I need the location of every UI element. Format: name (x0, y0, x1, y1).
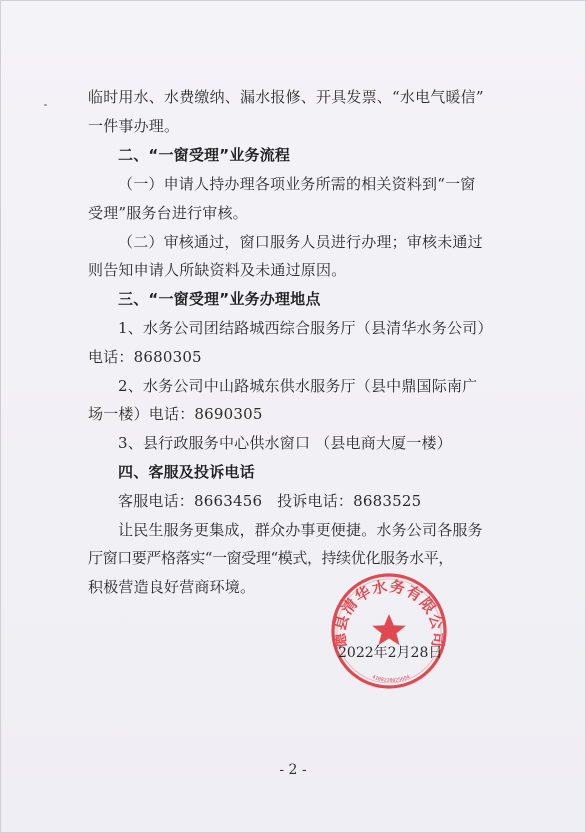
section-heading-3: 三、“一窗受理”业务办理地点 (118, 290, 321, 308)
line-17: 厅窗口要严格落实“一窗受理“模式，持续优化服务水平， (88, 549, 453, 567)
page-number: - 2 - (279, 762, 307, 778)
line-18: 积极营造良好营商环境。 (88, 578, 256, 596)
line-11: 2、水务公司中山路城东供水服务厅（县中鼎国际南广 (118, 377, 478, 395)
line-9: 1、水务公司团结路城西综合服务厅（县清华水务公司） (118, 319, 493, 337)
line-4: （一）申请人持办理各项业务所需的相关资料到“一窗 (118, 175, 476, 193)
line-13: 3、县行政服务中心供水窗口 （县电商大厦一楼） (118, 434, 452, 452)
line-2: 一件事办理。 (88, 117, 180, 135)
line-7: 则告知申请人所缺资料及未通过原因。 (88, 261, 347, 279)
line-12: 场一楼）电话：8690305 (88, 405, 263, 423)
seal-text: 德县清华水务有限公司 (330, 577, 448, 650)
scan-speck (44, 104, 47, 106)
line-1: 临时用水、水费缴纳、漏水报修、开具发票、“水电气暖信” (88, 88, 484, 106)
official-seal (328, 570, 450, 692)
line-10: 电话：8680305 (88, 348, 202, 366)
seal-serial: 4108220025694 (371, 674, 411, 684)
line-15: 客服电话：8663456 投诉电话：8683525 (118, 492, 422, 510)
line-6: （二）审核通过，窗口服务人员进行办理；审核未通过 (118, 233, 483, 251)
line-16: 让民生服务更集成，群众办事更便捷。水务公司各服务 (118, 521, 483, 539)
document-date: 2022年2月28日 (338, 645, 443, 661)
section-heading-2: 二、“一窗受理”业务流程 (118, 146, 291, 164)
line-5: 受理”服务台进行审核。 (88, 204, 248, 222)
section-heading-4: 四、客服及投诉电话 (118, 463, 255, 481)
seal-star-icon (372, 614, 406, 645)
